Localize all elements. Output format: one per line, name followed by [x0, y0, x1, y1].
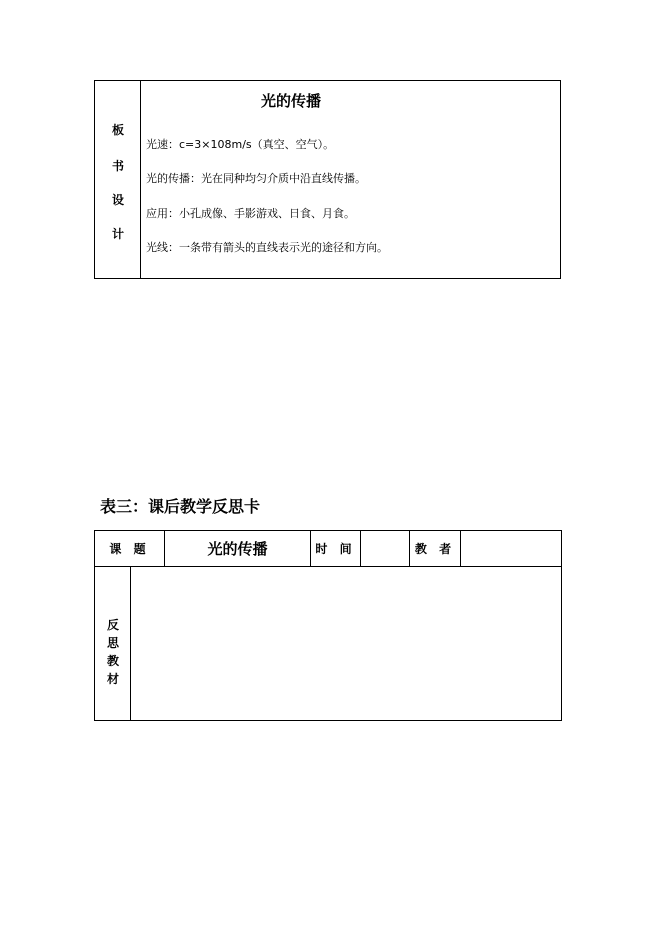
- teacher-label: 教 者: [410, 531, 461, 566]
- side-label-char: 教: [106, 654, 119, 668]
- board-line-ray: 光线：一条带有箭头的直线表示光的途径和方向。: [146, 241, 388, 254]
- board-design-table: [94, 80, 561, 279]
- topic-label: 课 题: [95, 531, 165, 566]
- side-label-char: 设: [111, 193, 124, 207]
- time-value[interactable]: [361, 531, 410, 566]
- board-line-propagation: 光的传播：光在同种均匀介质中沿直线传播。: [146, 172, 366, 185]
- reflection-card-heading: 表三：课后教学反思卡: [100, 497, 261, 516]
- side-label-char: 思: [106, 636, 119, 650]
- time-label: 时 间: [311, 531, 361, 566]
- topic-value: 光的传播: [165, 531, 311, 566]
- board-title: 光的传播: [261, 92, 322, 110]
- side-label-char: 板: [111, 123, 124, 137]
- side-label-char: 书: [111, 159, 124, 173]
- side-label-char: 计: [111, 227, 124, 241]
- reflection-content-area[interactable]: [135, 573, 555, 713]
- side-label-char: 反: [106, 618, 119, 632]
- reflection-card-table: [94, 530, 562, 721]
- board-design-label-column: [95, 81, 141, 278]
- board-line-application: 应用：小孔成像、手影游戏、日食、月食。: [146, 207, 355, 220]
- reflection-label-column: [95, 567, 131, 721]
- side-label-char: 材: [106, 672, 119, 686]
- board-line-speed: 光速：c=3×108m/s（真空、空气）。: [146, 138, 335, 151]
- teacher-value[interactable]: [461, 531, 562, 566]
- reflection-card-header-row: [95, 531, 561, 567]
